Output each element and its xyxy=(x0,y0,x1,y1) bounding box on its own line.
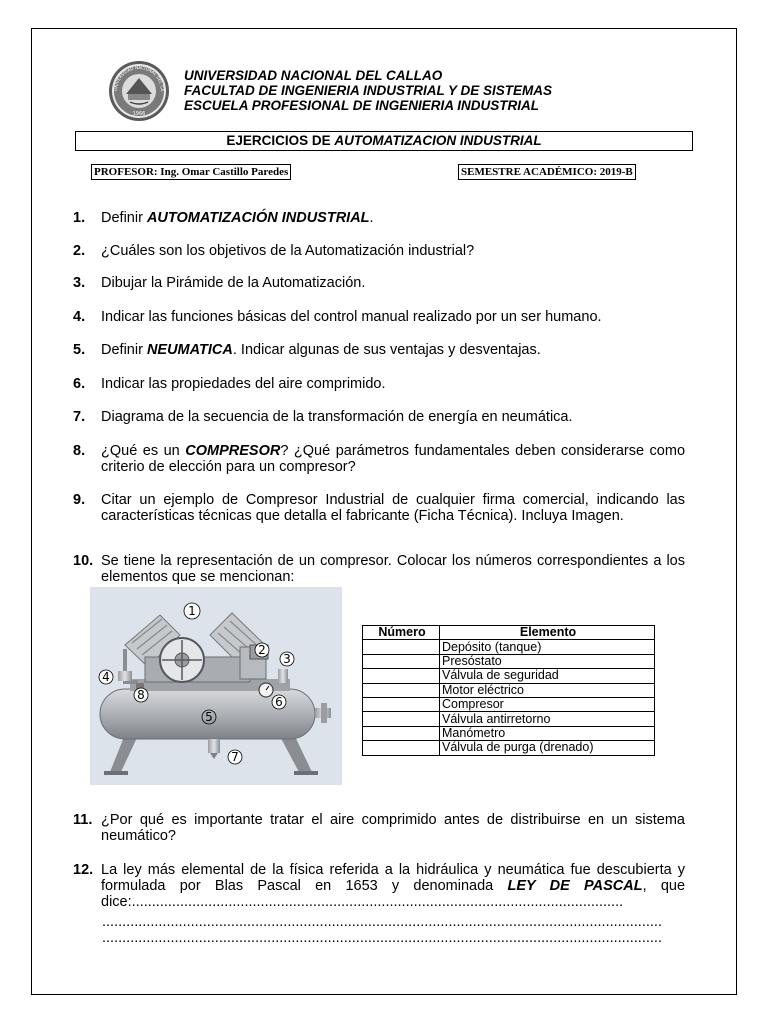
table-row xyxy=(363,669,655,683)
number-cell[interactable] xyxy=(363,654,440,668)
number-cell[interactable] xyxy=(363,640,440,654)
professor-box: PROFESOR: Ing. Omar Castillo Paredes xyxy=(91,164,291,180)
number-cell[interactable] xyxy=(363,726,440,740)
table-row xyxy=(363,640,655,654)
element-cell: Compresor xyxy=(440,697,655,711)
diagram-label-8: 8 xyxy=(137,688,145,702)
element-cell: Depósito (tanque) xyxy=(440,640,655,654)
diagram-label-4: 4 xyxy=(102,670,110,684)
table-header-row xyxy=(363,626,655,640)
diagram-label-3: 3 xyxy=(283,652,291,666)
element-cell: Presóstato xyxy=(440,654,655,668)
table-row xyxy=(363,726,655,740)
element-cell: Válvula antirretorno xyxy=(440,712,655,726)
table-row xyxy=(363,697,655,711)
element-cell: Válvula de seguridad xyxy=(440,669,655,683)
seal-year: 1966 xyxy=(132,111,146,117)
diagram-label-1: 1 xyxy=(188,604,196,618)
title-emphasis: AUTOMATIZACION INDUSTRIAL xyxy=(334,133,542,148)
university-name: UNIVERSIDAD NACIONAL DEL CALLAO xyxy=(184,68,443,83)
faculty-name: FACULTAD DE INGENIERIA INDUSTRIAL Y DE SISTEMAS xyxy=(184,83,553,98)
title-prefix: EJERCICIOS DE xyxy=(226,133,335,148)
diagram-label-2: 2 xyxy=(258,643,266,657)
seal-arc-text: UNIVERSIDAD NACIONAL DEL CA xyxy=(112,64,166,92)
answer-line-1[interactable]: .......................................................................................................................... xyxy=(131,894,624,910)
answer-line-2[interactable]: ........................................................................................................................................... xyxy=(102,914,662,930)
university-seal-logo xyxy=(108,60,170,122)
number-cell[interactable] xyxy=(363,683,440,697)
table-row xyxy=(363,741,655,755)
document-title xyxy=(75,131,693,151)
number-cell[interactable] xyxy=(363,669,440,683)
element-cell: Válvula de purga (drenado) xyxy=(440,741,655,755)
compressor-illustration xyxy=(90,587,342,785)
diagram-label-7: 7 xyxy=(231,750,239,764)
table-row xyxy=(363,712,655,726)
number-cell[interactable] xyxy=(363,697,440,711)
diagram-label-5: 5 xyxy=(205,710,213,724)
element-cell: Manómetro xyxy=(440,726,655,740)
institution-header xyxy=(184,68,552,113)
table-row xyxy=(363,654,655,668)
column-header-elemento: Elemento xyxy=(440,626,655,640)
semester-box: SEMESTRE ACADÉMICO: 2019-B xyxy=(458,164,636,180)
element-cell: Motor eléctrico xyxy=(440,683,655,697)
diagram-label-6: 6 xyxy=(275,695,283,709)
answer-line-3[interactable]: ........................................................................................................................................... xyxy=(102,930,662,946)
number-cell[interactable] xyxy=(363,741,440,755)
number-cell[interactable] xyxy=(363,712,440,726)
table-row xyxy=(363,683,655,697)
column-header-numero: Número xyxy=(363,626,440,640)
elements-table xyxy=(362,625,655,756)
school-name: ESCUELA PROFESIONAL DE INGENIERIA INDUSTRIAL xyxy=(184,98,540,113)
